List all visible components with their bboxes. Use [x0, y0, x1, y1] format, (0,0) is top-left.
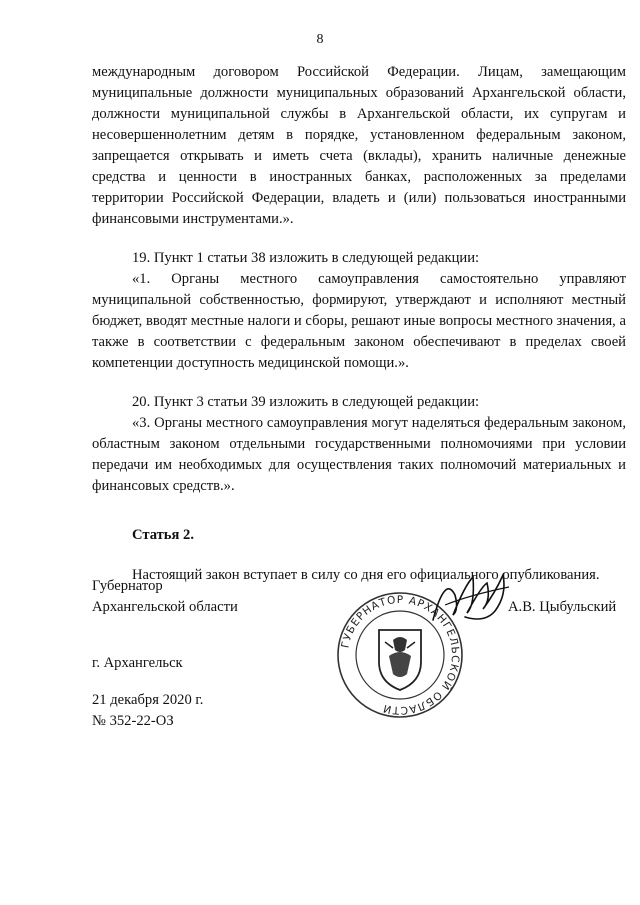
- document-number: № 352-22-ОЗ: [92, 713, 174, 729]
- city-line: г. Архангельск: [92, 655, 183, 671]
- page-number: 8: [316, 32, 324, 47]
- signer-title-line2: Архангельской области: [92, 599, 238, 615]
- signer-title-line1: Губернатор: [92, 578, 163, 594]
- coat-of-arms-icon: [379, 630, 421, 690]
- seal-text: ГУБЕРНАТОР АРХАНГЕЛЬСКОЙ ОБЛАСТИ: [339, 593, 462, 717]
- paragraph-item-19: 19. Пункт 1 статьи 38 изложить в следующей редакции:: [132, 250, 480, 266]
- paragraph-effective: Настоящий закон вступает в силу со дня его официального опубликования.: [132, 567, 600, 583]
- date-number-block: [92, 690, 203, 732]
- paragraph-quote-1: «1. Органы местного самоуправления самостоятельно управляют муниципальной собственностью, формируют, утверждают и исполняют местный бюджет, вводят местные налоги и сборы, решают иные вопросы местного значения, а также в соответствии с федеральным законом обеспечивают в пределах своей компетенции доступность медицинской помощи.».: [92, 271, 626, 371]
- handwritten-signature: [425, 565, 515, 635]
- document-date: 21 декабря 2020 г.: [92, 692, 204, 708]
- paragraph-quote-3: «3. Органы местного самоуправления могут наделяться федеральным законом, областным законом отдельными государственными полномочиями при условии передачи им необходимых для осуществления таких полномочий материальных и финансовых средств.».: [92, 415, 626, 494]
- paragraph-continuation: международным договором Российской Федерации. Лицам, замещающим муниципальные должности муниципальных образований Архангельской области, должности муниципальной службы в Архангельской области, их супругам и несовершеннолетним детям в порядке, установленном федеральным законом, запрещается открывать и иметь счета (вклады), хранить наличные денежные средства и ценности в иностранных банках, расположенных за пределами территории Российской Федерации, владеть и (или) пользоваться иностранными финансовыми инструментами.».: [92, 64, 626, 227]
- article-heading: Статья 2.: [132, 527, 194, 543]
- document-body: [92, 62, 626, 586]
- signer-title: [92, 576, 238, 618]
- signer-name: А.В. Цыбульский: [508, 599, 617, 615]
- paragraph-item-20: 20. Пункт 3 статьи 39 изложить в следующей редакции:: [132, 394, 480, 410]
